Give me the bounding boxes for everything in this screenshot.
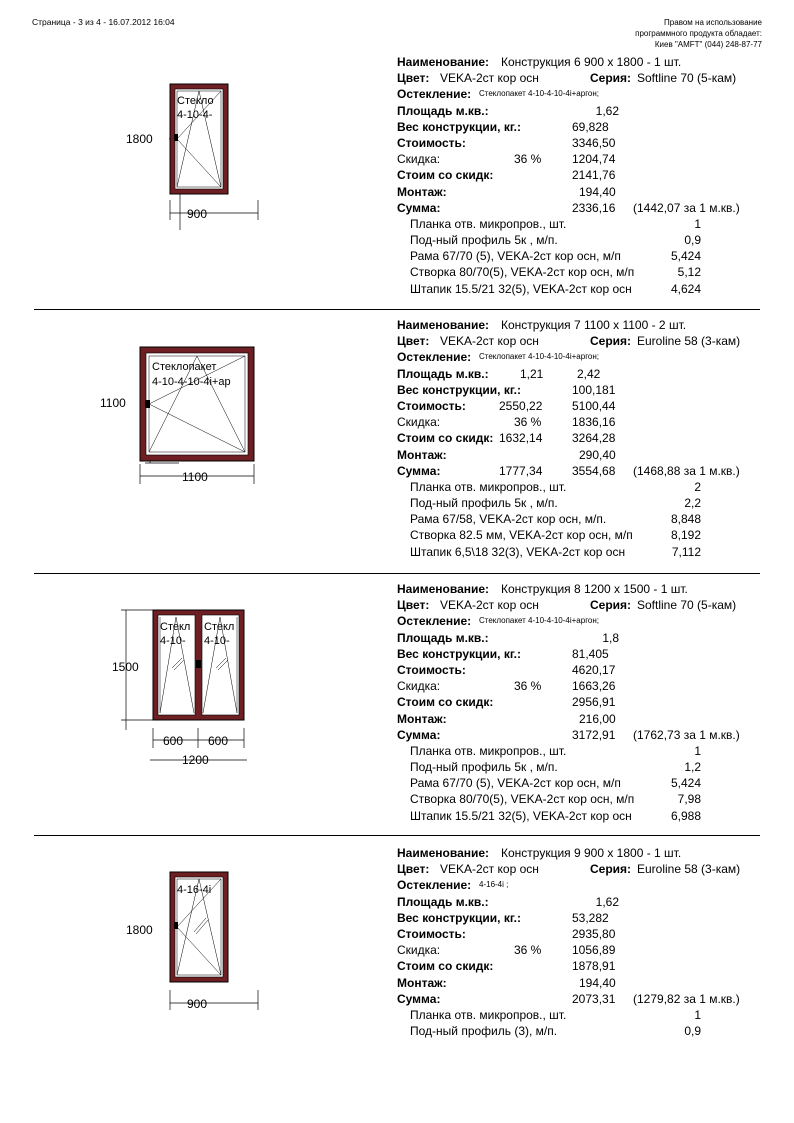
- discount-pct: 36 %: [514, 679, 542, 694]
- material-qty: 1: [694, 1007, 701, 1022]
- label-discount: Скидка:: [397, 679, 441, 694]
- sum-value: 2073,31: [572, 991, 616, 1006]
- material-name: Планка отв. микропров., шт.: [410, 479, 567, 494]
- label-sum: Сумма:: [397, 463, 441, 478]
- sum-value: 3172,91: [572, 727, 616, 742]
- label-cost: Стоимость:: [397, 662, 466, 677]
- section-divider: [34, 309, 760, 310]
- discount-value: 1836,16: [572, 415, 616, 430]
- discount-value: 1204,74: [572, 152, 616, 167]
- material-name: Под-ный профиль 5к , м/п.: [410, 233, 558, 248]
- weight-value: 53,282: [572, 910, 609, 925]
- construction-drawing-8: [34, 600, 389, 775]
- material-name: Рама 67/58, VEKA-2ст кор осн, м/п.: [410, 512, 607, 527]
- material-name: Рама 67/70 (5), VEKA-2ст кор осн, м/п: [410, 249, 621, 264]
- mount-value: 290,40: [579, 447, 616, 462]
- license-line-3: Киев "AMFT" (044) 248-87-77: [654, 40, 762, 49]
- window-drawing: [34, 860, 389, 1020]
- material-name: Створка 80/70(5), VEKA-2ст кор осн, м/п: [410, 792, 635, 807]
- label-color: Цвет:: [397, 598, 430, 613]
- label-glazing: Остекление:: [397, 878, 472, 893]
- dim-height: 1100: [100, 396, 126, 410]
- label-glazing: Остекление:: [397, 614, 472, 629]
- mount-value: 216,00: [579, 711, 616, 726]
- per-m2-value: (1762,73 за 1 м.кв.): [633, 727, 740, 742]
- label-color: Цвет:: [397, 71, 430, 86]
- material-name: Рама 67/70 (5), VEKA-2ст кор осн, м/п: [410, 776, 621, 791]
- cost-value: 5100,44: [572, 398, 616, 413]
- section-divider: [34, 573, 760, 574]
- sum-value: 3554,68: [572, 463, 616, 478]
- material-qty: 7,98: [677, 792, 701, 807]
- per-m2-value: (1279,82 за 1 м.кв.): [633, 991, 740, 1006]
- label-name: Наименование:: [397, 318, 490, 332]
- section-divider: [34, 835, 760, 836]
- material-name: Под-ный профиль 5к , м/п.: [410, 496, 558, 511]
- label-cost-disc: Стоим со скидк:: [397, 431, 494, 446]
- cost-disc-value: 1878,91: [572, 959, 616, 974]
- color-value: VEKA-2ст кор осн: [440, 598, 539, 613]
- per-m2-value: (1468,88 за 1 м.кв.): [633, 463, 740, 478]
- label-sum: Сумма:: [397, 200, 441, 215]
- label-cost-disc: Стоим со скидк:: [397, 959, 494, 974]
- series-value: Euroline 58 (3-кам): [637, 334, 741, 349]
- glass-label: Стеклопакет: [152, 361, 217, 373]
- series-value: Euroline 58 (3-кам): [637, 862, 741, 877]
- cost-disc-value: 2956,91: [572, 695, 616, 710]
- label-color: Цвет:: [397, 862, 430, 877]
- weight-value: 100,181: [572, 382, 616, 397]
- glass-label: 4-10-4-10-4i+ар: [152, 376, 231, 388]
- label-mount: Монтаж:: [397, 711, 447, 726]
- material-qty: 5,424: [670, 776, 701, 791]
- construction-info-8: [397, 581, 769, 824]
- per-m2-value: (1442,07 за 1 м.кв.): [633, 200, 740, 215]
- material-qty: 8,192: [670, 528, 701, 543]
- cost-value: 4620,17: [572, 662, 616, 677]
- license-line-1: Правом на использование: [664, 18, 762, 27]
- label-discount: Скидка:: [397, 415, 441, 430]
- label-weight: Вес конструкции, кг.:: [397, 119, 521, 134]
- dim-width: 900: [187, 207, 208, 221]
- discount-value: 1056,89: [572, 943, 616, 958]
- label-name: Наименование:: [397, 846, 490, 860]
- material-qty: 7,112: [671, 544, 701, 559]
- material-name: Штапик 15.5/21 32(5), VEKA-2ст кор осн: [410, 281, 632, 296]
- label-weight: Вес конструкции, кг.:: [397, 382, 521, 397]
- color-value: VEKA-2ст кор осн: [440, 862, 539, 877]
- construction-info-9: [397, 845, 769, 1039]
- material-name: Планка отв. микропров., шт.: [410, 1007, 567, 1022]
- label-series: Серия:: [590, 71, 632, 86]
- material-qty: 4,624: [670, 281, 701, 296]
- label-color: Цвет:: [397, 334, 430, 349]
- construction-name: Конструкция 9 900 x 1800 - 1 шт.: [501, 846, 682, 860]
- construction-name: Конструкция 8 1200 x 1500 - 1 шт.: [501, 582, 688, 596]
- dim-width: 900: [187, 997, 208, 1011]
- glazing-value: Стеклопакет 4-10-4-10-4i+аргон;: [479, 352, 600, 362]
- color-value: VEKA-2ст кор осн: [440, 71, 539, 86]
- dim-width-left: 600: [163, 734, 184, 748]
- material-qty: 0,9: [684, 233, 701, 248]
- cost-disc-value: 2141,76: [572, 168, 616, 183]
- material-qty: 2,2: [684, 496, 701, 511]
- license-note: [635, 17, 762, 50]
- label-cost-disc: Стоим со скидк:: [397, 168, 494, 183]
- label-glazing: Остекление:: [397, 87, 472, 102]
- color-value: VEKA-2ст кор осн: [440, 334, 539, 349]
- sum-value: 2336,16: [572, 200, 616, 215]
- construction-name: Конструкция 6 900 x 1800 - 1 шт.: [501, 55, 682, 69]
- construction-name: Конструкция 7 1100 x 1100 - 2 шт.: [501, 318, 687, 332]
- dim-width-right: 600: [208, 734, 229, 748]
- area-value: 2,42: [577, 366, 601, 381]
- cost-unit-value: 2550,22: [499, 398, 543, 413]
- series-value: Softline 70 (5-кам): [637, 71, 737, 86]
- label-cost-disc: Стоим со скидк:: [397, 695, 494, 710]
- label-area: Площадь м.кв.:: [397, 630, 489, 645]
- label-cost: Стоимость:: [397, 398, 466, 413]
- label-area: Площадь м.кв.:: [397, 894, 489, 909]
- mount-value: 194,40: [579, 975, 616, 990]
- label-area: Площадь м.кв.:: [397, 366, 489, 381]
- glass-label: 4-10-4-: [177, 109, 213, 121]
- label-discount: Скидка:: [397, 943, 441, 958]
- label-weight: Вес конструкции, кг.:: [397, 910, 521, 925]
- material-qty: 6,988: [670, 808, 701, 823]
- glass-label: 4-10-: [160, 635, 186, 647]
- glass-label: Стекл: [160, 621, 191, 633]
- material-name: Под-ный профиль 5к , м/п.: [410, 760, 558, 775]
- glazing-value: 4-16-4i ;: [479, 880, 509, 890]
- area-value: 1,62: [595, 103, 619, 118]
- mount-value: 194,40: [579, 184, 616, 199]
- label-cost: Стоимость:: [397, 135, 466, 150]
- material-name: Створка 80/70(5), VEKA-2ст кор осн, м/п: [410, 265, 635, 280]
- material-name: Штапик 15.5/21 32(5), VEKA-2ст кор осн: [410, 808, 632, 823]
- material-name: Штапик 6,5\18 32(3), VEKA-2ст кор осн: [410, 544, 626, 559]
- cost-disc-unit-value: 1632,14: [499, 431, 543, 446]
- material-name: Створка 82.5 мм, VEKA-2ст кор осн, м/п: [410, 528, 633, 543]
- label-series: Серия:: [590, 862, 632, 877]
- glazing-value: Стеклопакет 4-10-4-10-4i+аргон;: [479, 89, 600, 99]
- weight-value: 81,405: [572, 646, 609, 661]
- label-name: Наименование:: [397, 55, 490, 69]
- discount-pct: 36 %: [514, 152, 542, 167]
- dim-height: 1800: [126, 923, 153, 937]
- glass-label: Стекло: [177, 95, 214, 107]
- discount-value: 1663,26: [572, 679, 616, 694]
- area-unit-value: 1,21: [520, 366, 544, 381]
- material-qty: 8,848: [670, 512, 701, 527]
- glass-label: 4-10-: [204, 635, 230, 647]
- dim-height: 1500: [112, 660, 139, 674]
- construction-drawing-7: [34, 330, 389, 490]
- label-mount: Монтаж:: [397, 975, 447, 990]
- label-mount: Монтаж:: [397, 184, 447, 199]
- construction-drawing-9: [34, 860, 389, 1020]
- material-name: Планка отв. микропров., шт.: [410, 743, 567, 758]
- label-series: Серия:: [590, 598, 632, 613]
- construction-drawing-6: [34, 70, 389, 230]
- material-name: Под-ный профиль (3), м/п.: [410, 1024, 558, 1039]
- weight-value: 69,828: [572, 119, 609, 134]
- glazing-value: Стеклопакет 4-10-4-10-4i+аргон;: [479, 616, 600, 626]
- page-header-info: Страница - 3 из 4 - 16.07.2012 16:04: [32, 17, 175, 27]
- window-drawing: [34, 600, 389, 775]
- construction-info-6: [397, 54, 769, 297]
- label-sum: Сумма:: [397, 991, 441, 1006]
- license-line-2: программного продукта обладает:: [635, 29, 762, 38]
- sum-unit-value: 1777,34: [499, 463, 543, 478]
- material-name: Планка отв. микропров., шт.: [410, 216, 567, 231]
- cost-value: 2935,80: [572, 926, 616, 941]
- dim-width: 1200: [182, 753, 209, 767]
- discount-pct: 36 %: [514, 943, 542, 958]
- label-discount: Скидка:: [397, 152, 441, 167]
- window-drawing: [34, 330, 389, 490]
- construction-info-7: [397, 317, 769, 560]
- cost-disc-value: 3264,28: [572, 431, 616, 446]
- label-cost: Стоимость:: [397, 926, 466, 941]
- material-qty: 0,9: [684, 1024, 701, 1039]
- label-name: Наименование:: [397, 582, 490, 596]
- label-sum: Сумма:: [397, 727, 441, 742]
- label-weight: Вес конструкции, кг.:: [397, 646, 521, 661]
- cost-value: 3346,50: [572, 135, 616, 150]
- discount-pct: 36 %: [514, 415, 542, 430]
- material-qty: 2: [694, 479, 701, 494]
- label-area: Площадь м.кв.:: [397, 103, 489, 118]
- glass-label: 4-16-4i: [177, 884, 212, 896]
- material-qty: 1,2: [684, 760, 701, 775]
- area-value: 1,8: [602, 630, 619, 645]
- window-drawing: [34, 70, 389, 230]
- material-qty: 1: [694, 743, 701, 758]
- dim-height: 1800: [126, 132, 153, 146]
- dim-width: 1100: [182, 470, 208, 484]
- label-series: Серия:: [590, 334, 632, 349]
- label-glazing: Остекление:: [397, 350, 472, 365]
- material-qty: 5,12: [677, 265, 701, 280]
- label-mount: Монтаж:: [397, 447, 447, 462]
- glass-label: Стекл: [204, 621, 235, 633]
- area-value: 1,62: [595, 894, 619, 909]
- material-qty: 1: [694, 216, 701, 231]
- series-value: Softline 70 (5-кам): [637, 598, 737, 613]
- material-qty: 5,424: [670, 249, 701, 264]
